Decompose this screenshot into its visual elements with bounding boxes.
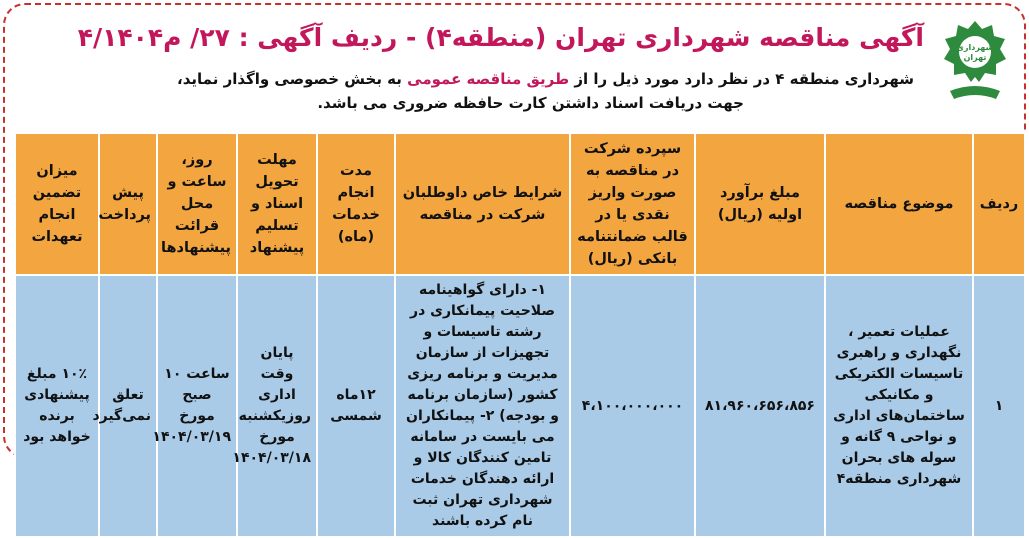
notice-title: آگهی مناقصه شهرداری تهران (منطقه۴) - ردیف آگهی : ۲۷/ م۴/۱۴۰۴ [77, 23, 924, 52]
cell-index: ۱ [973, 275, 1025, 537]
cell-deadline: پایان وقت اداری روزیکشنبه مورخ ۱۴۰۴/۰۳/۱۸ [237, 275, 317, 537]
cell-opening: ساعت ۱۰ صبح مورخ ۱۴۰۴/۰۳/۱۹ [157, 275, 237, 537]
col-header-estimate: مبلغ برآورد اولیه (ریال) [695, 133, 825, 275]
tender-table [14, 132, 1026, 538]
col-header-index: ردیف [973, 133, 1025, 275]
col-header-deposit: سپرده شرکت در مناقصه به صورت واریز نقدی یا در قالب ضمانتنامه بانکی (ریال) [570, 133, 695, 275]
col-header-guarantee: میزان تضمین انجام تعهدات [15, 133, 99, 275]
intro-text-start: شهرداری منطقه ۴ در نظر دارد مورد ذیل را از [569, 70, 914, 88]
col-header-opening: روز، ساعت و محل قرائت پیشنهادها [157, 133, 237, 275]
cell-prepayment: تعلق نمی‌گیرد [99, 275, 157, 537]
cell-estimate: ۸۱،۹۶۰،۶۵۶،۸۵۶ [695, 275, 825, 537]
cell-guarantee: ۱۰٪ مبلغ پیشنهادی برنده خواهد بود [15, 275, 99, 537]
col-header-prepayment: پیش پرداخت [99, 133, 157, 275]
col-header-subject: موضوع مناقصه [825, 133, 973, 275]
intro-line-2: جهت دریافت اسناد داشتن کارت حافظه ضروری می باشد. [317, 94, 744, 112]
cell-conditions: ۱- دارای گواهینامه صلاحیت پیمانکاری در رشته تاسیسات و تجهیزات از سازمان مدیریت و برنامه ریزی کشور (سازمان برنامه و بودجه) ۲- پیمانکاران می بایست در سامانه تامین کنندگان کالا و ارائه دهندگان خدمات شهرداری تهران ثبت نام کرده باشند [395, 275, 570, 537]
cell-subject: عملیات تعمیر ، نگهداری و راهبری تاسیسات الکتریکی و مکانیکی ساختمان‌های اداری و نواحی ۹ گانه و سوله های بحران شهرداری منطقه۴ [825, 275, 973, 537]
svg-text:تهران: تهران [963, 53, 987, 62]
cell-duration: ۱۲ماه شمسی [317, 275, 395, 537]
notice-intro [154, 67, 914, 115]
notice-frame [3, 3, 1026, 529]
intro-highlight: طریق مناقصه عمومی [407, 70, 570, 88]
col-header-conditions: شرایط خاص داوطلبان شرکت در مناقصه [395, 133, 570, 275]
table-header-row [15, 133, 1025, 275]
col-header-deadline: مهلت تحویل اسناد و تسلیم پیشنهاد [237, 133, 317, 275]
svg-text:شهرداری: شهرداری [956, 43, 994, 52]
intro-text-end: به بخش خصوصی واگذار نماید، [177, 70, 408, 88]
col-header-duration: مدت انجام خدمات (ماه) [317, 133, 395, 275]
table-row [15, 275, 1025, 537]
tehran-municipality-logo-icon [942, 19, 1008, 105]
cell-deposit: ۴،۱۰۰،۰۰۰،۰۰۰ [570, 275, 695, 537]
